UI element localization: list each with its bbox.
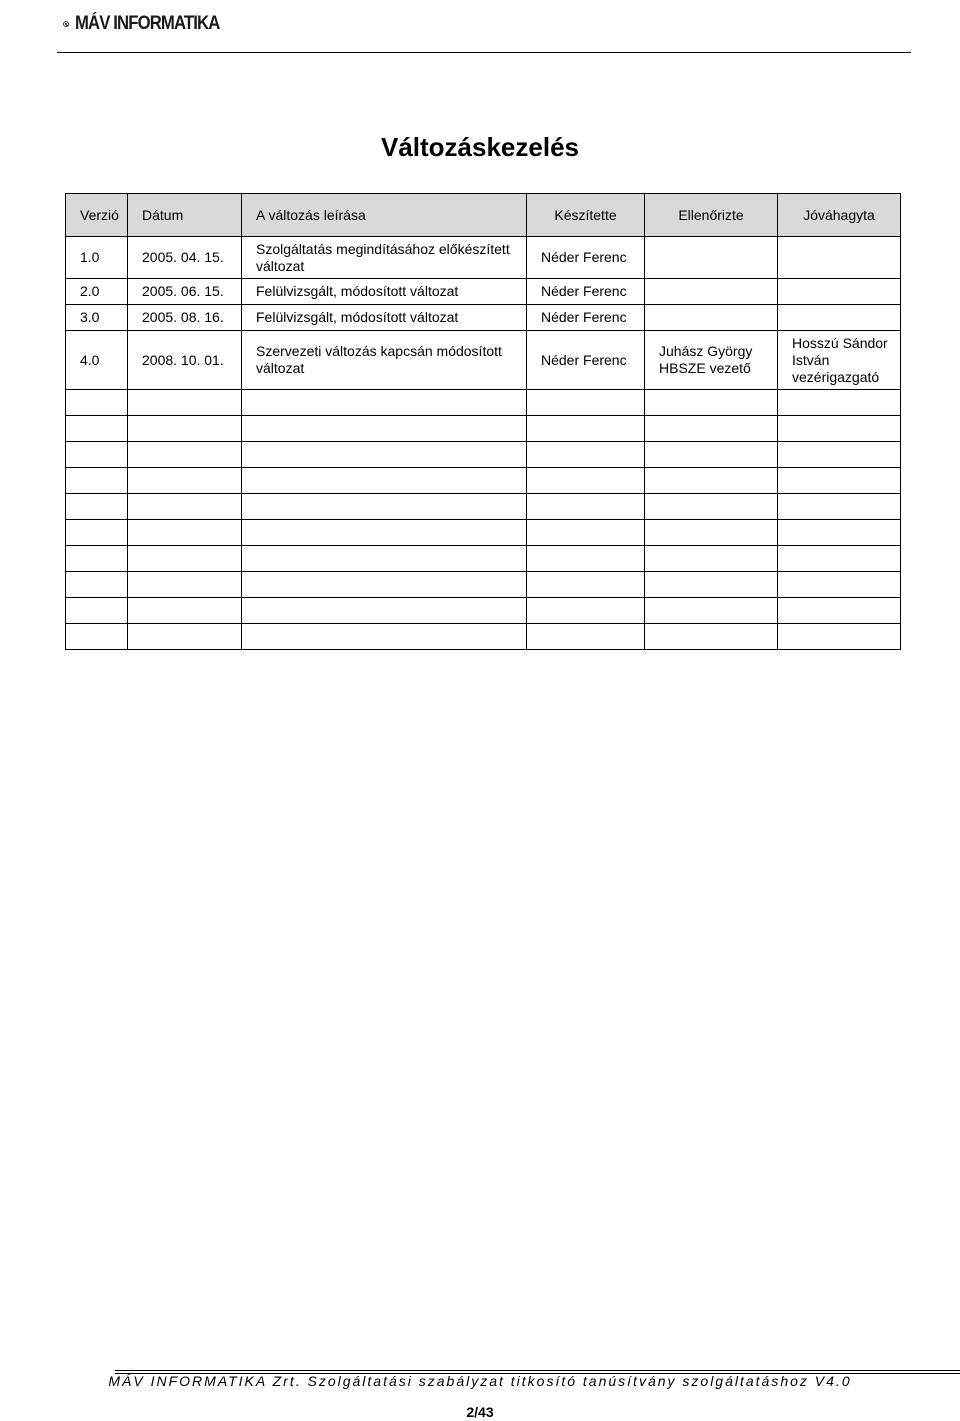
cell-description: Szervezeti változás kapcsán módosított változat [242,331,527,390]
footer-text: MÁV INFORMATIKA Zrt. Szolgáltatási szabályzat titkosító tanúsítvány szolgáltatáshoz V4.0 [108,1373,852,1389]
empty-cell [128,598,242,624]
empty-cell [527,416,645,442]
empty-cell [242,416,527,442]
empty-cell [778,546,901,572]
empty-cell [66,572,128,598]
empty-table-row [66,442,901,468]
empty-cell [778,442,901,468]
empty-cell [645,546,778,572]
cell-approved-by [778,279,901,305]
empty-cell [128,390,242,416]
table-row [66,237,901,279]
empty-cell [66,546,128,572]
empty-cell [128,494,242,520]
empty-cell [527,494,645,520]
empty-cell [527,598,645,624]
cell-checked-by [645,279,778,305]
cell-date: 2005. 08. 16. [128,305,242,331]
empty-cell [645,598,778,624]
mav-informatika-logo-icon [63,10,69,38]
empty-cell [645,520,778,546]
empty-table-row [66,390,901,416]
company-logo [63,6,239,42]
empty-cell [66,520,128,546]
cell-checked-by: Juhász György HBSZE vezető [645,331,778,390]
empty-cell [645,442,778,468]
cell-description: Felülvizsgált, módosított változat [242,305,527,331]
cell-prepared-by: Néder Ferenc [527,237,645,279]
empty-cell [778,624,901,650]
empty-cell [778,494,901,520]
cell-approved-by [778,237,901,279]
empty-table-row [66,598,901,624]
empty-table-row [66,416,901,442]
column-header-description: A változás leírása [242,194,527,237]
page-title: Változáskezelés [380,132,579,162]
empty-cell [778,416,901,442]
cell-approved-by [778,305,901,331]
empty-cell [527,546,645,572]
empty-cell [66,442,128,468]
cell-version: 1.0 [66,237,128,279]
empty-cell [778,390,901,416]
empty-cell [66,390,128,416]
empty-cell [128,624,242,650]
empty-cell [242,598,527,624]
cell-description: Felülvizsgált, módosított változat [242,279,527,305]
cell-date: 2008. 10. 01. [128,331,242,390]
logo-text: MÁV INFORMATIKA [74,13,220,34]
empty-table-row [66,624,901,650]
empty-cell [66,598,128,624]
empty-cell [527,572,645,598]
cell-version: 4.0 [66,331,128,390]
cell-version: 3.0 [66,305,128,331]
empty-cell [527,442,645,468]
empty-cell [645,624,778,650]
empty-cell [527,390,645,416]
empty-cell [645,572,778,598]
cell-checked-by [645,237,778,279]
cell-prepared-by: Néder Ferenc [527,305,645,331]
page-number: 2/43 [466,1404,494,1420]
empty-cell [242,390,527,416]
empty-cell [778,572,901,598]
table-row [66,331,901,390]
table-row [66,305,901,331]
empty-cell [128,416,242,442]
empty-cell [66,624,128,650]
empty-cell [128,442,242,468]
empty-cell [242,546,527,572]
column-header-checked-by: Ellenőrizte [645,194,778,237]
column-header-approved-by: Jóváhagyta [778,194,901,237]
empty-table-row [66,572,901,598]
table-row [66,279,901,305]
cell-date: 2005. 06. 15. [128,279,242,305]
empty-cell [128,572,242,598]
column-header-version: Verzió [66,194,128,237]
empty-cell [242,468,527,494]
change-log-table [65,193,901,650]
column-header-date: Dátum [128,194,242,237]
empty-cell [242,520,527,546]
page-header [57,0,911,53]
empty-cell [645,390,778,416]
empty-cell [778,468,901,494]
empty-cell [66,416,128,442]
empty-cell [778,598,901,624]
empty-cell [128,546,242,572]
empty-cell [128,520,242,546]
table-header-row [66,194,901,237]
empty-cell [645,468,778,494]
empty-table-row [66,494,901,520]
empty-table-row [66,546,901,572]
column-header-prepared-by: Készítette [527,194,645,237]
empty-cell [527,624,645,650]
empty-cell [527,520,645,546]
empty-cell [645,416,778,442]
empty-cell [527,468,645,494]
empty-cell [128,468,242,494]
cell-date: 2005. 04. 15. [128,237,242,279]
empty-cell [66,468,128,494]
empty-cell [242,624,527,650]
cell-description: Szolgáltatás megindításához előkészített változat [242,237,527,279]
empty-cell [778,520,901,546]
empty-table-row [66,520,901,546]
empty-cell [66,494,128,520]
cell-prepared-by: Néder Ferenc [527,331,645,390]
empty-cell [242,442,527,468]
cell-checked-by [645,305,778,331]
empty-cell [645,494,778,520]
empty-cell [242,494,527,520]
cell-version: 2.0 [66,279,128,305]
empty-table-row [66,468,901,494]
cell-prepared-by: Néder Ferenc [527,279,645,305]
cell-approved-by: Hosszú Sándor István vezérigazgató [778,331,901,390]
empty-cell [242,572,527,598]
